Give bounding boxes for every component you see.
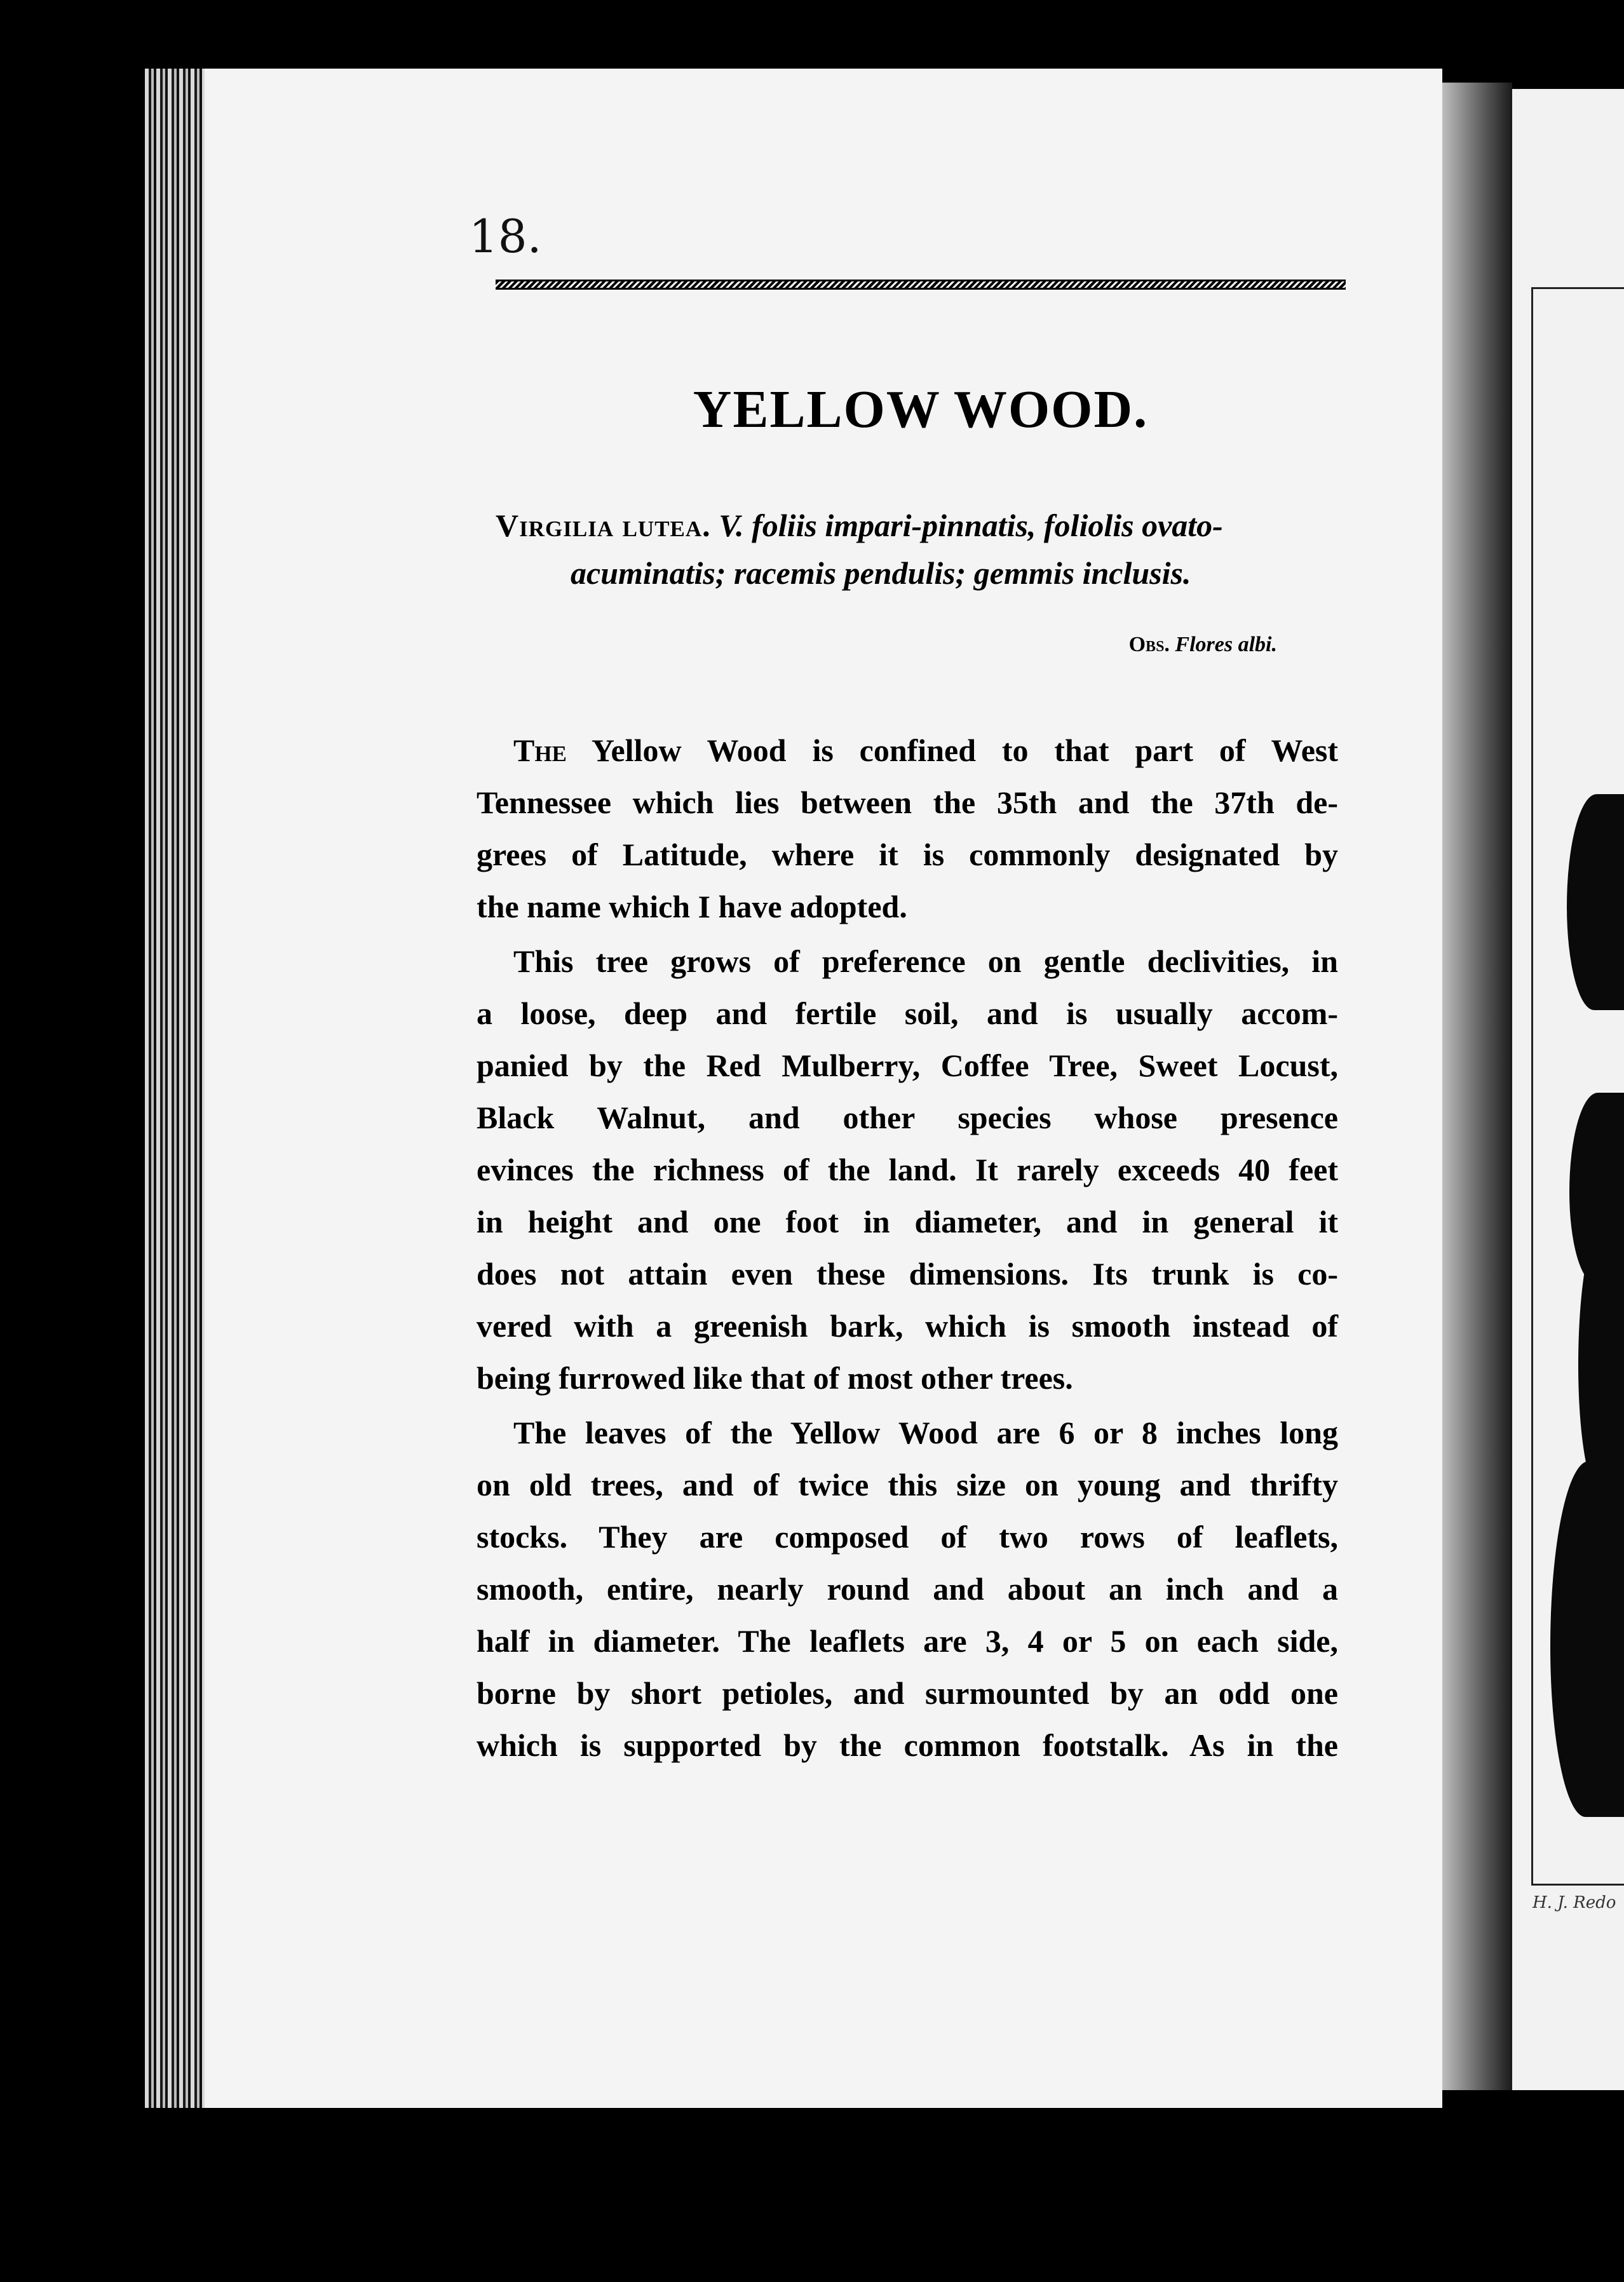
- text-line: a loose, deep and fertile soil, and is usually accom-: [477, 996, 1338, 1031]
- text-line: does not attain even these dimensions. Its trunk is co-: [477, 1256, 1338, 1292]
- plate-credit: H. J. Redo: [1533, 1893, 1616, 1912]
- latin-description: [496, 502, 1346, 597]
- latin-description-line-2: acuminatis; racemis pendulis; gemmis inclusis.: [571, 555, 1191, 591]
- scan-speck: [1060, 0, 1085, 25]
- page-number: 18.: [469, 210, 542, 263]
- text-line: smooth, entire, nearly round and about an inch and a: [477, 1571, 1338, 1607]
- page-title: YELLOW WOOD.: [693, 380, 1149, 439]
- paragraph-lead: The: [513, 733, 567, 768]
- text-line: The leaves of the Yellow Wood are 6 or 8 inches long: [513, 1415, 1338, 1450]
- text-line: This tree grows of preference on gentle declivities, in: [513, 943, 1338, 979]
- latin-genus: Virgilia lutea.: [496, 508, 711, 543]
- text-line: on old trees, and of twice this size on young and thrifty: [477, 1467, 1338, 1502]
- text-line: vered with a greenish bark, which is smooth instead of: [477, 1308, 1338, 1344]
- latin-line-1: [496, 502, 1346, 550]
- text-line: borne by short petioles, and surmounted by an odd one: [477, 1675, 1338, 1711]
- gutter-shadow: [1442, 83, 1512, 2090]
- text-line: grees of Latitude, where it is commonly designated by: [477, 837, 1338, 872]
- text-line: being furrowed like that of most other trees.: [477, 1360, 1073, 1396]
- text-line: Black Walnut, and other species whose presence: [477, 1100, 1338, 1135]
- text-line: evinces the richness of the land. It rarely exceeds 40 feet: [477, 1152, 1338, 1187]
- plate-leaf-illustration: [1567, 794, 1624, 1010]
- text-line: half in diameter. The leaflets are 3, 4 or 5 on each side,: [477, 1623, 1338, 1659]
- plate-leaf-illustration: [1550, 1461, 1624, 1817]
- observation-label: Obs.: [1128, 633, 1170, 656]
- observation-text: Flores albi.: [1175, 633, 1277, 656]
- latin-description-line-1: V. foliis impari-pinnatis, foliolis ovato-: [719, 508, 1223, 543]
- body-text: [477, 724, 1338, 1771]
- text-line: in height and one foot in diameter, and in general it: [477, 1204, 1338, 1239]
- observation-note: [496, 633, 1277, 657]
- text-line: The Yellow Wood is confined to that part of West: [513, 733, 1338, 768]
- plate-leaf-illustration: [1578, 1226, 1624, 1493]
- scan-speck: [1047, 19, 1056, 28]
- text-line: which is supported by the common footstalk. As in the: [477, 1727, 1338, 1763]
- header-rule: [496, 280, 1346, 290]
- text-line: the name which I have adopted.: [477, 889, 907, 924]
- text-line: Tennessee which lies between the 35th and the 37th de-: [477, 785, 1338, 820]
- text-line: panied by the Red Mulberry, Coffee Tree, Sweet Locust,: [477, 1048, 1338, 1083]
- text-line: stocks. They are composed of two rows of leaflets,: [477, 1519, 1338, 1555]
